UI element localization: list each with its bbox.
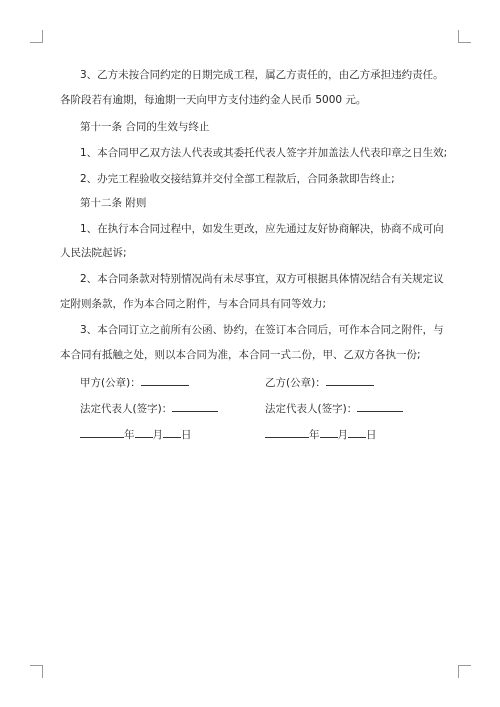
clause-12-item-2-line-2: 定附则条款，作为本合同之附件，与本合同具有同等效力; (60, 298, 327, 310)
party-a-date (80, 426, 192, 442)
rep-a-label: 法定代表人(签字)： (80, 403, 173, 415)
month-b-blank[interactable] (320, 426, 338, 438)
party-a-blank[interactable] (141, 374, 189, 386)
clause-12-item-1-line-2: 人民法院起诉; (60, 247, 127, 259)
party-b-blank[interactable] (326, 374, 374, 386)
year-b-label: 年 (309, 429, 320, 441)
page-corner-mark-top-left (30, 30, 43, 43)
year-b-blank[interactable] (265, 426, 309, 438)
clause-11-heading: 第十一条 合同的生效与终止 (80, 121, 210, 133)
month-a-label: 月 (152, 429, 163, 441)
party-a-seal (80, 374, 189, 390)
day-b-blank[interactable] (348, 426, 366, 438)
month-b-label: 月 (337, 429, 348, 441)
year-a-label: 年 (124, 429, 135, 441)
day-b-label: 日 (366, 429, 377, 441)
page-corner-mark-top-right (458, 30, 471, 43)
rep-b-blank[interactable] (357, 400, 403, 412)
clause-10-item-3-line-1: 3、乙方未按合同约定的日期完成工程，属乙方责任的，由乙方承担违约责任。 (80, 69, 444, 81)
clause-11-item-1: 1、本合同甲乙双方法人代表或其委托代表人签字并加盖法人代表印章之日生效; (80, 147, 448, 159)
year-a-blank[interactable] (80, 426, 124, 438)
party-b-date (265, 426, 377, 442)
clause-12-item-3-line-2: 本合同有抵触之处，则以本合同为准，本合同一式二份，甲、乙双方各执一份; (60, 349, 421, 361)
page-corner-mark-bottom-left (30, 665, 43, 678)
day-a-label: 日 (181, 429, 192, 441)
party-a-representative (80, 400, 218, 416)
clause-12-item-2-line-1: 2、本合同条款对特别情况尚有未尽事宜，双方可根据具体情况结合有关规定议 (80, 273, 444, 285)
month-a-blank[interactable] (135, 426, 153, 438)
day-a-blank[interactable] (163, 426, 181, 438)
clause-10-item-3-line-2: 各阶段若有逾期，每逾期一天向甲方支付违约金人民币 5000 元。 (60, 94, 367, 106)
party-b-label: 乙方(公章)： (265, 377, 326, 389)
party-b-seal (265, 374, 374, 390)
party-b-representative (265, 400, 403, 416)
clause-12-heading: 第十二条 附则 (80, 197, 147, 209)
clause-12-item-1-line-1: 1、在执行本合同过程中，如发生更改，应先通过友好协商解决，协商不成可向 (80, 223, 444, 235)
rep-b-label: 法定代表人(签字)： (265, 403, 358, 415)
clause-12-item-3-line-1: 3、本合同订立之前所有公函、协约，在签订本合同后，可作本合同之附件，与 (80, 324, 444, 336)
page-corner-mark-bottom-right (458, 665, 471, 678)
party-a-label: 甲方(公章)： (80, 377, 141, 389)
rep-a-blank[interactable] (172, 400, 218, 412)
clause-11-item-2: 2、办完工程验收交接结算并交付全部工程款后，合同条款即告终止; (80, 173, 395, 185)
